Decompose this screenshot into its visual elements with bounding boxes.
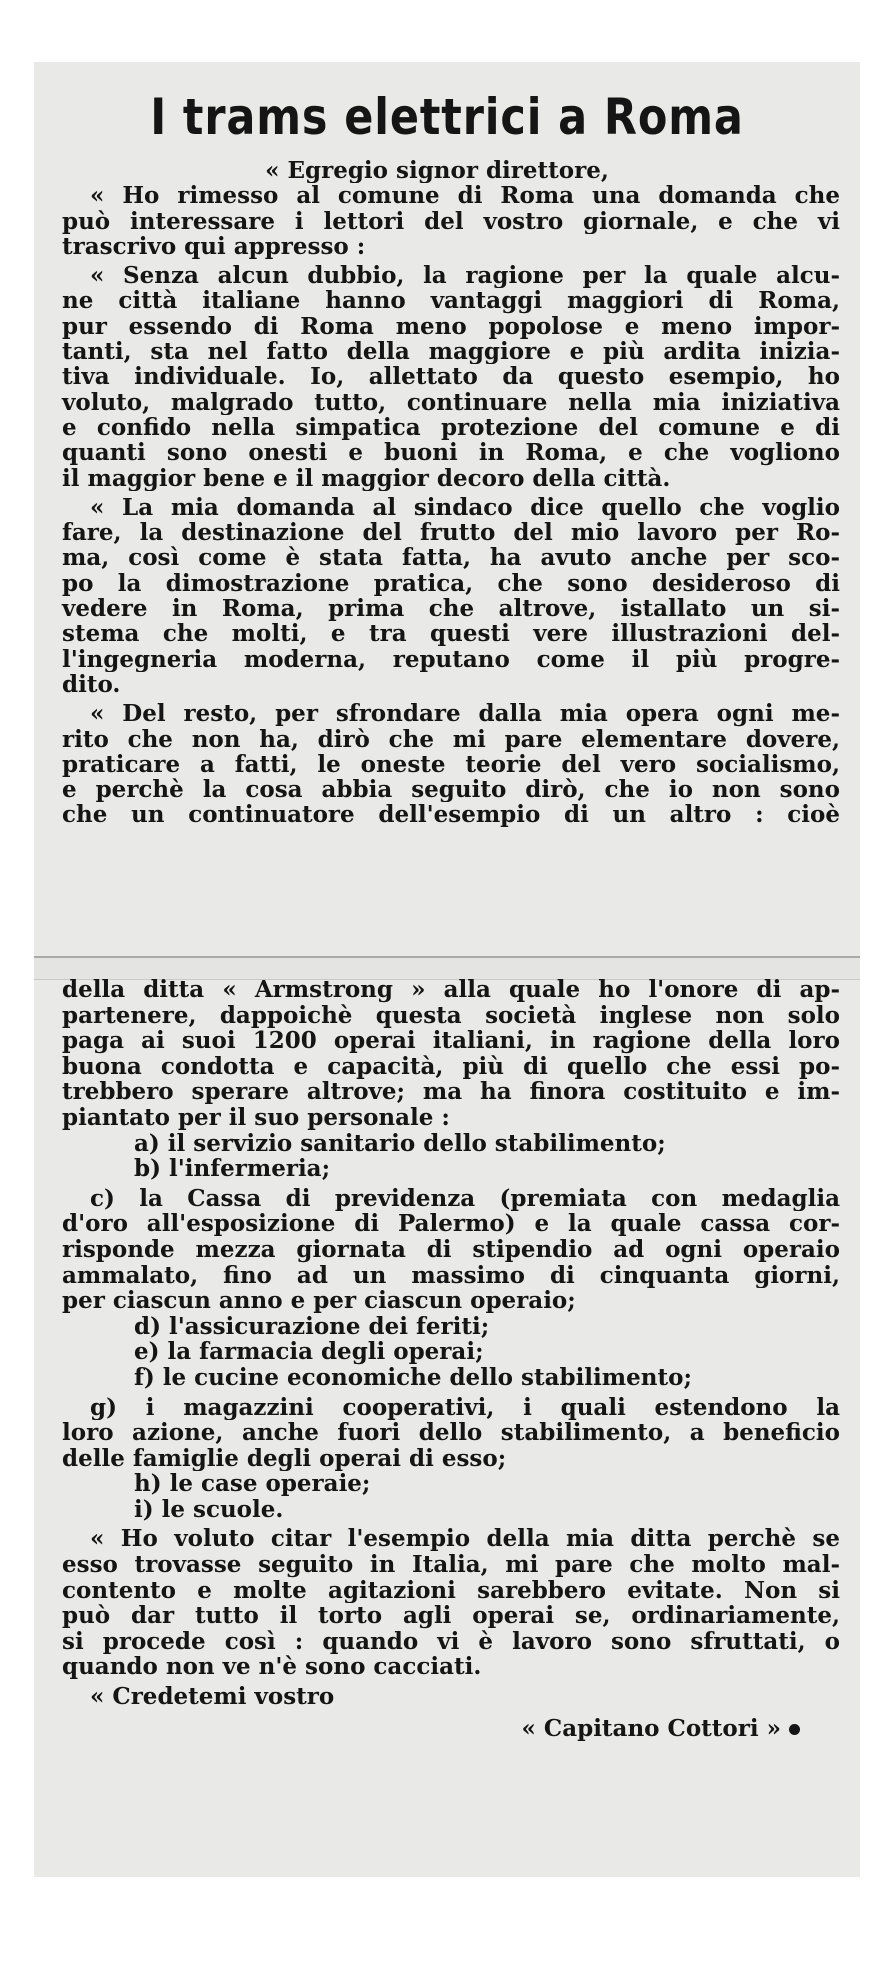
text-line: tanti, sta nel fatto della maggiore e più ardita inizia-	[62, 339, 840, 365]
text-line: « Ho voluto citar l'esempio della mia ditta perchè se	[90, 1526, 840, 1553]
text-line: « Ho rimesso al comune di Roma una domanda che	[90, 183, 840, 209]
text-line: pur essendo di Roma meno popolose e meno impor-	[62, 313, 840, 340]
text-block-top	[34, 183, 860, 827]
headline: I trams elettrici a Roma	[150, 88, 744, 146]
text-line: i) le scuole.	[134, 1496, 284, 1523]
text-line: vedere in Roma, prima che altrove, istallato un si-	[62, 596, 840, 622]
text-line: il maggior bene e il maggior decoro della città.	[62, 465, 671, 491]
text-line: b) l'infermeria;	[134, 1156, 331, 1182]
text-line: per ciascun anno e per ciascun operaio;	[62, 1288, 576, 1314]
text-line: delle famiglie degli operai di esso;	[62, 1445, 507, 1472]
text-line: e perchè la cosa abbia seguito dirò, che io non sono	[62, 777, 840, 803]
text-line: c) la Cassa di previdenza (premiata con medaglia	[90, 1185, 840, 1212]
text-line: risponde mezza giornata di stipendio ad ogni operaio	[62, 1236, 840, 1263]
text-line: rito che non ha, dirò che mi pare elementare dovere,	[62, 726, 840, 752]
text-line: l'ingegneria moderna, reputano come il più progre-	[62, 646, 840, 672]
text-line: quanti sono onesti e buoni in Roma, e che vogliono	[62, 440, 840, 466]
text-line: « Del resto, per sfrondare dalla mia opera ogni me-	[90, 701, 840, 727]
signature-line	[34, 1716, 860, 1742]
signature: « Capitano Cottori »	[521, 1715, 781, 1742]
newspaper-clipping	[34, 62, 860, 1877]
text-line: h) le case operaie;	[134, 1471, 371, 1497]
text-line: della ditta « Armstrong » alla quale ho l'onore di ap-	[62, 977, 840, 1003]
text-line: ne città italiane hanno vantaggi maggiori di Roma,	[62, 288, 840, 314]
text-line: buona condotta e capacità, più di quello che essi po-	[62, 1053, 840, 1080]
text-line: « Credetemi vostro	[90, 1684, 335, 1710]
text-line: e confido nella simpatica protezione del comune e di	[62, 414, 840, 441]
text-line: quando non ve n'è sono cacciati.	[62, 1654, 482, 1681]
text-line: e) la farmacia degli operai;	[134, 1339, 484, 1365]
text-line: esso trovasse seguito in Italia, mi pare che molto mal-	[62, 1552, 840, 1578]
text-line: f) le cucine economiche dello stabilimento;	[134, 1364, 692, 1391]
text-line: tiva individuale. Io, allettato da questo esempio, ho	[62, 364, 840, 390]
text-line: loro azione, anche fuori dello stabilimento, a beneficio	[62, 1420, 840, 1446]
text-line: g) i magazzini cooperativi, i quali estendono la	[90, 1394, 840, 1421]
article-column-bottom	[34, 977, 860, 1877]
text-line: fare, la destinazione del frutto del mio lavoro per Ro-	[62, 520, 840, 546]
text-line: può interessare i lettori del vostro giornale, e che vi	[62, 208, 840, 234]
salutation: « Egregio signor direttore,	[265, 158, 609, 184]
text-line: « La mia domanda al sindaco dice quello che voglio	[90, 494, 840, 521]
text-line: stema che molti, e tra questi vere illustrazioni del-	[62, 621, 840, 647]
text-line: praticare a fatti, le oneste teorie del vero socialismo,	[62, 751, 840, 778]
text-line: piantato per il suo personale :	[62, 1104, 450, 1131]
text-line: ma, così come è stata fatta, ha avuto anche per sco-	[62, 545, 840, 571]
text-line: può dar tutto il torto agli operai se, ordinariamente,	[62, 1603, 840, 1629]
text-line: trebbero sperare altrove; ma ha finora costituito e im-	[62, 1079, 840, 1105]
text-line: trascrivo qui appresso :	[62, 233, 366, 260]
text-block-bottom	[34, 977, 860, 1710]
text-line: a) il servizio sanitario dello stabilimento;	[134, 1130, 666, 1157]
bullet-mark	[789, 1724, 800, 1735]
article-column-top	[34, 158, 860, 956]
text-line: paga ai suoi 1200 operai italiani, in ragione della loro	[62, 1028, 840, 1054]
text-line: ammalato, fino ad un massimo di cinquanta giorni,	[62, 1262, 840, 1289]
text-line: d) l'assicurazione dei feriti;	[134, 1313, 490, 1340]
text-line: d'oro all'esposizione di Palermo) e la quale cassa cor-	[62, 1211, 840, 1237]
text-line: dito.	[62, 671, 121, 698]
text-line: che un continuatore dell'esempio di un altro : cioè	[62, 802, 840, 828]
text-line: « Senza alcun dubbio, la ragione per la quale alcu-	[90, 263, 840, 289]
text-line: partenere, dappoichè questa società inglese non solo	[62, 1002, 840, 1029]
text-line: si procede così : quando vi è lavoro sono sfruttati, o	[62, 1628, 840, 1655]
text-line: contento e molte agitazioni sarebbero evitate. Non si	[62, 1577, 840, 1604]
text-line: po la dimostrazione pratica, che sono desideroso di	[62, 570, 840, 597]
text-line: voluto, malgrado tutto, continuare nella mia iniziativa	[62, 389, 840, 415]
